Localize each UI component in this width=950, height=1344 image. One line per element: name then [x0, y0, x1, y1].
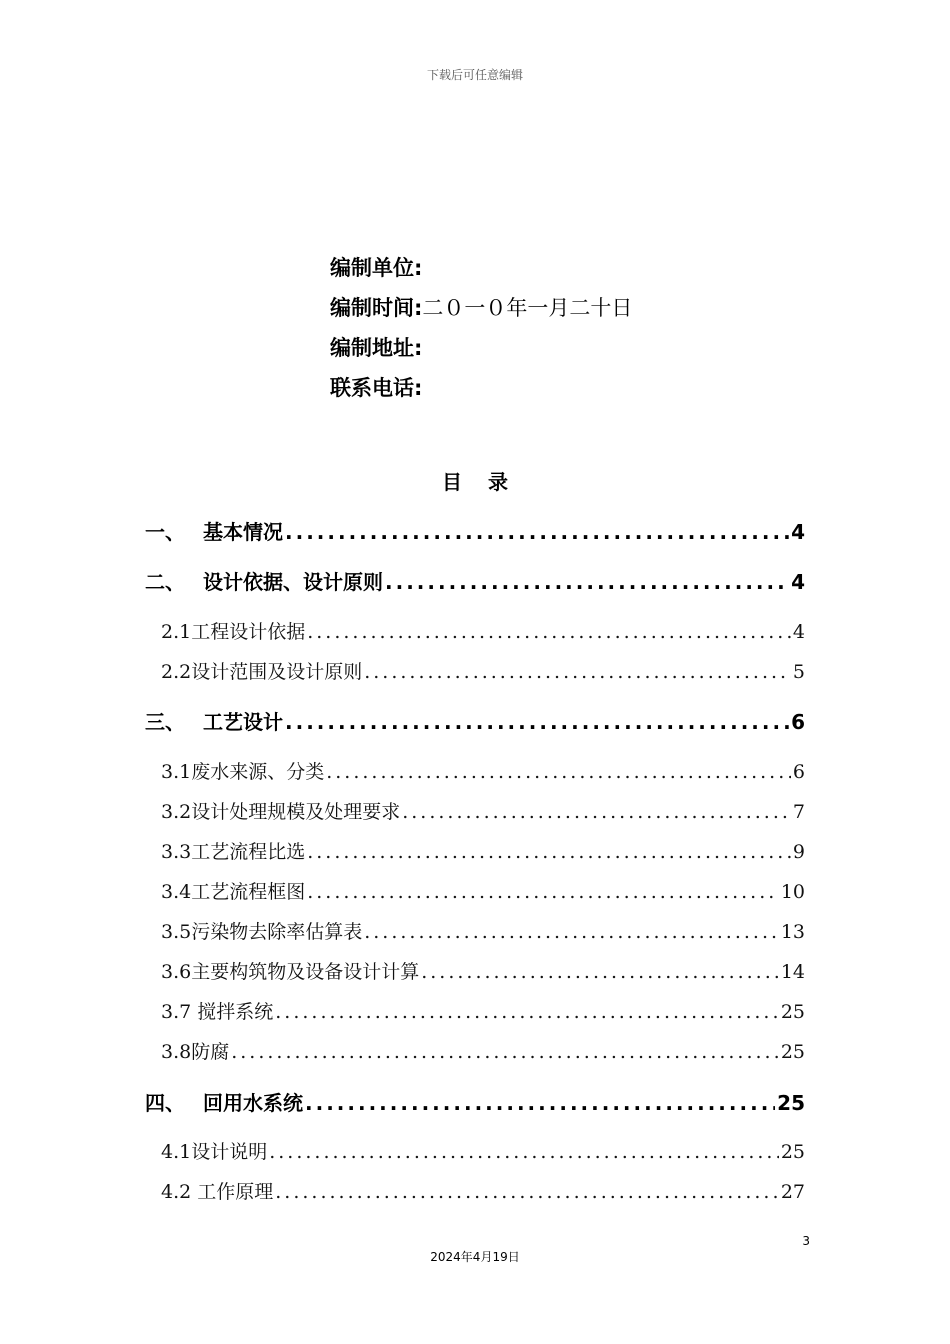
address-line	[330, 334, 632, 374]
toc-leader	[307, 621, 791, 643]
toc-entry-text: 4.1设计说明	[161, 1141, 268, 1163]
toc-entry-num: 一、	[145, 520, 185, 544]
toc-leader	[326, 761, 791, 783]
unit-line	[330, 254, 632, 294]
toc-entry-4-1[interactable]	[161, 1137, 805, 1164]
toc-leader	[364, 661, 791, 683]
toc-leader	[402, 801, 791, 823]
toc-entry-text: 基本情况	[203, 520, 283, 544]
header-note: 下载后可任意编辑	[426, 68, 523, 82]
toc-entry-text: 3.8防腐	[161, 1041, 230, 1063]
toc-entry-page: 10	[780, 881, 805, 903]
toc-entry-text: 2.2设计范围及设计原则	[161, 661, 363, 683]
toc-entry-3-7[interactable]	[161, 997, 805, 1024]
toc-entry-num: 四、	[145, 1091, 185, 1115]
toc-leader	[275, 1001, 779, 1023]
toc-entry-page: 9	[792, 841, 805, 863]
toc-entry-3-1[interactable]	[161, 757, 805, 784]
toc-leader	[385, 570, 789, 594]
toc-entry-text: 3.6主要构筑物及设备设计计算	[161, 961, 420, 983]
address-label: 编制地址:	[330, 336, 423, 360]
toc-entry-page: 13	[780, 921, 805, 943]
toc-entry-page: 6	[791, 710, 805, 734]
toc-leader	[269, 1141, 779, 1163]
toc-entry-page: 27	[780, 1181, 805, 1203]
toc-entry-text: 回用水系统	[203, 1091, 303, 1115]
time-label: 编制时间:	[330, 296, 423, 320]
toc-entry-page: 14	[780, 961, 805, 983]
toc-entry-page: 25	[780, 1141, 805, 1163]
toc-entry-3-5[interactable]	[161, 917, 805, 944]
toc-entry-text: 3.7 搅拌系统	[161, 1001, 274, 1023]
toc-entry-page: 5	[792, 661, 805, 683]
toc-entry-text: 3.4工艺流程框图	[161, 881, 306, 903]
toc-entry-3-2[interactable]	[161, 797, 805, 824]
toc-entry-page: 6	[792, 761, 805, 783]
toc-leader	[275, 1181, 779, 1203]
toc-entry-page: 4	[791, 520, 805, 544]
toc-entry-text: 3.2设计处理规模及处理要求	[161, 801, 401, 823]
toc-entry-2-2[interactable]	[161, 657, 805, 684]
footer-date: 2024年4月19日	[430, 1250, 520, 1264]
toc-entry-text: 2.1工程设计依据	[161, 621, 306, 643]
toc-leader	[307, 881, 779, 903]
phone-line	[330, 374, 632, 414]
toc-entry-page: 4	[791, 570, 805, 594]
toc-entry-3-3[interactable]	[161, 837, 805, 864]
toc-leader	[421, 961, 779, 983]
toc-entry-page: 7	[792, 801, 805, 823]
toc-entry-2-1[interactable]	[161, 617, 805, 644]
toc-entry-num: 二、	[145, 570, 185, 594]
toc-entry-2[interactable]	[145, 566, 805, 595]
toc-leader	[231, 1041, 779, 1063]
toc-leader	[285, 520, 789, 544]
toc-entry-3-6[interactable]	[161, 957, 805, 984]
toc-title: 目录	[442, 470, 534, 494]
toc-entry-page: 25	[780, 1001, 805, 1023]
phone-label: 联系电话:	[330, 376, 423, 400]
info-block	[330, 254, 632, 414]
toc-entry-text: 3.1废水来源、分类	[161, 761, 325, 783]
time-line	[330, 294, 632, 334]
toc-entry-page: 25	[780, 1041, 805, 1063]
toc-entry-4-2[interactable]	[161, 1177, 805, 1204]
toc-leader	[285, 710, 789, 734]
toc-entry-1[interactable]	[145, 516, 805, 545]
toc-entry-text: 4.2 工作原理	[161, 1181, 274, 1203]
toc-entry-text: 设计依据、设计原则	[203, 570, 383, 594]
toc-entry-3-8[interactable]	[161, 1037, 805, 1064]
time-value: 二０一０年一月二十日	[422, 296, 633, 320]
toc-leader	[364, 921, 779, 943]
toc-entry-text: 工艺设计	[203, 710, 283, 734]
toc-entry-text: 3.3工艺流程比选	[161, 841, 306, 863]
toc-leader	[307, 841, 791, 863]
toc-entry-page: 25	[777, 1091, 805, 1115]
page-number: 3	[802, 1234, 810, 1248]
toc-entry-text: 3.5污染物去除率估算表	[161, 921, 363, 943]
toc-entry-3-4[interactable]	[161, 877, 805, 904]
toc-entry-4[interactable]	[145, 1087, 805, 1116]
toc-leader	[305, 1091, 775, 1115]
toc-entry-3[interactable]	[145, 706, 805, 735]
unit-label: 编制单位:	[330, 256, 423, 280]
toc-entry-page: 4	[792, 621, 805, 643]
toc-entry-num: 三、	[145, 710, 185, 734]
